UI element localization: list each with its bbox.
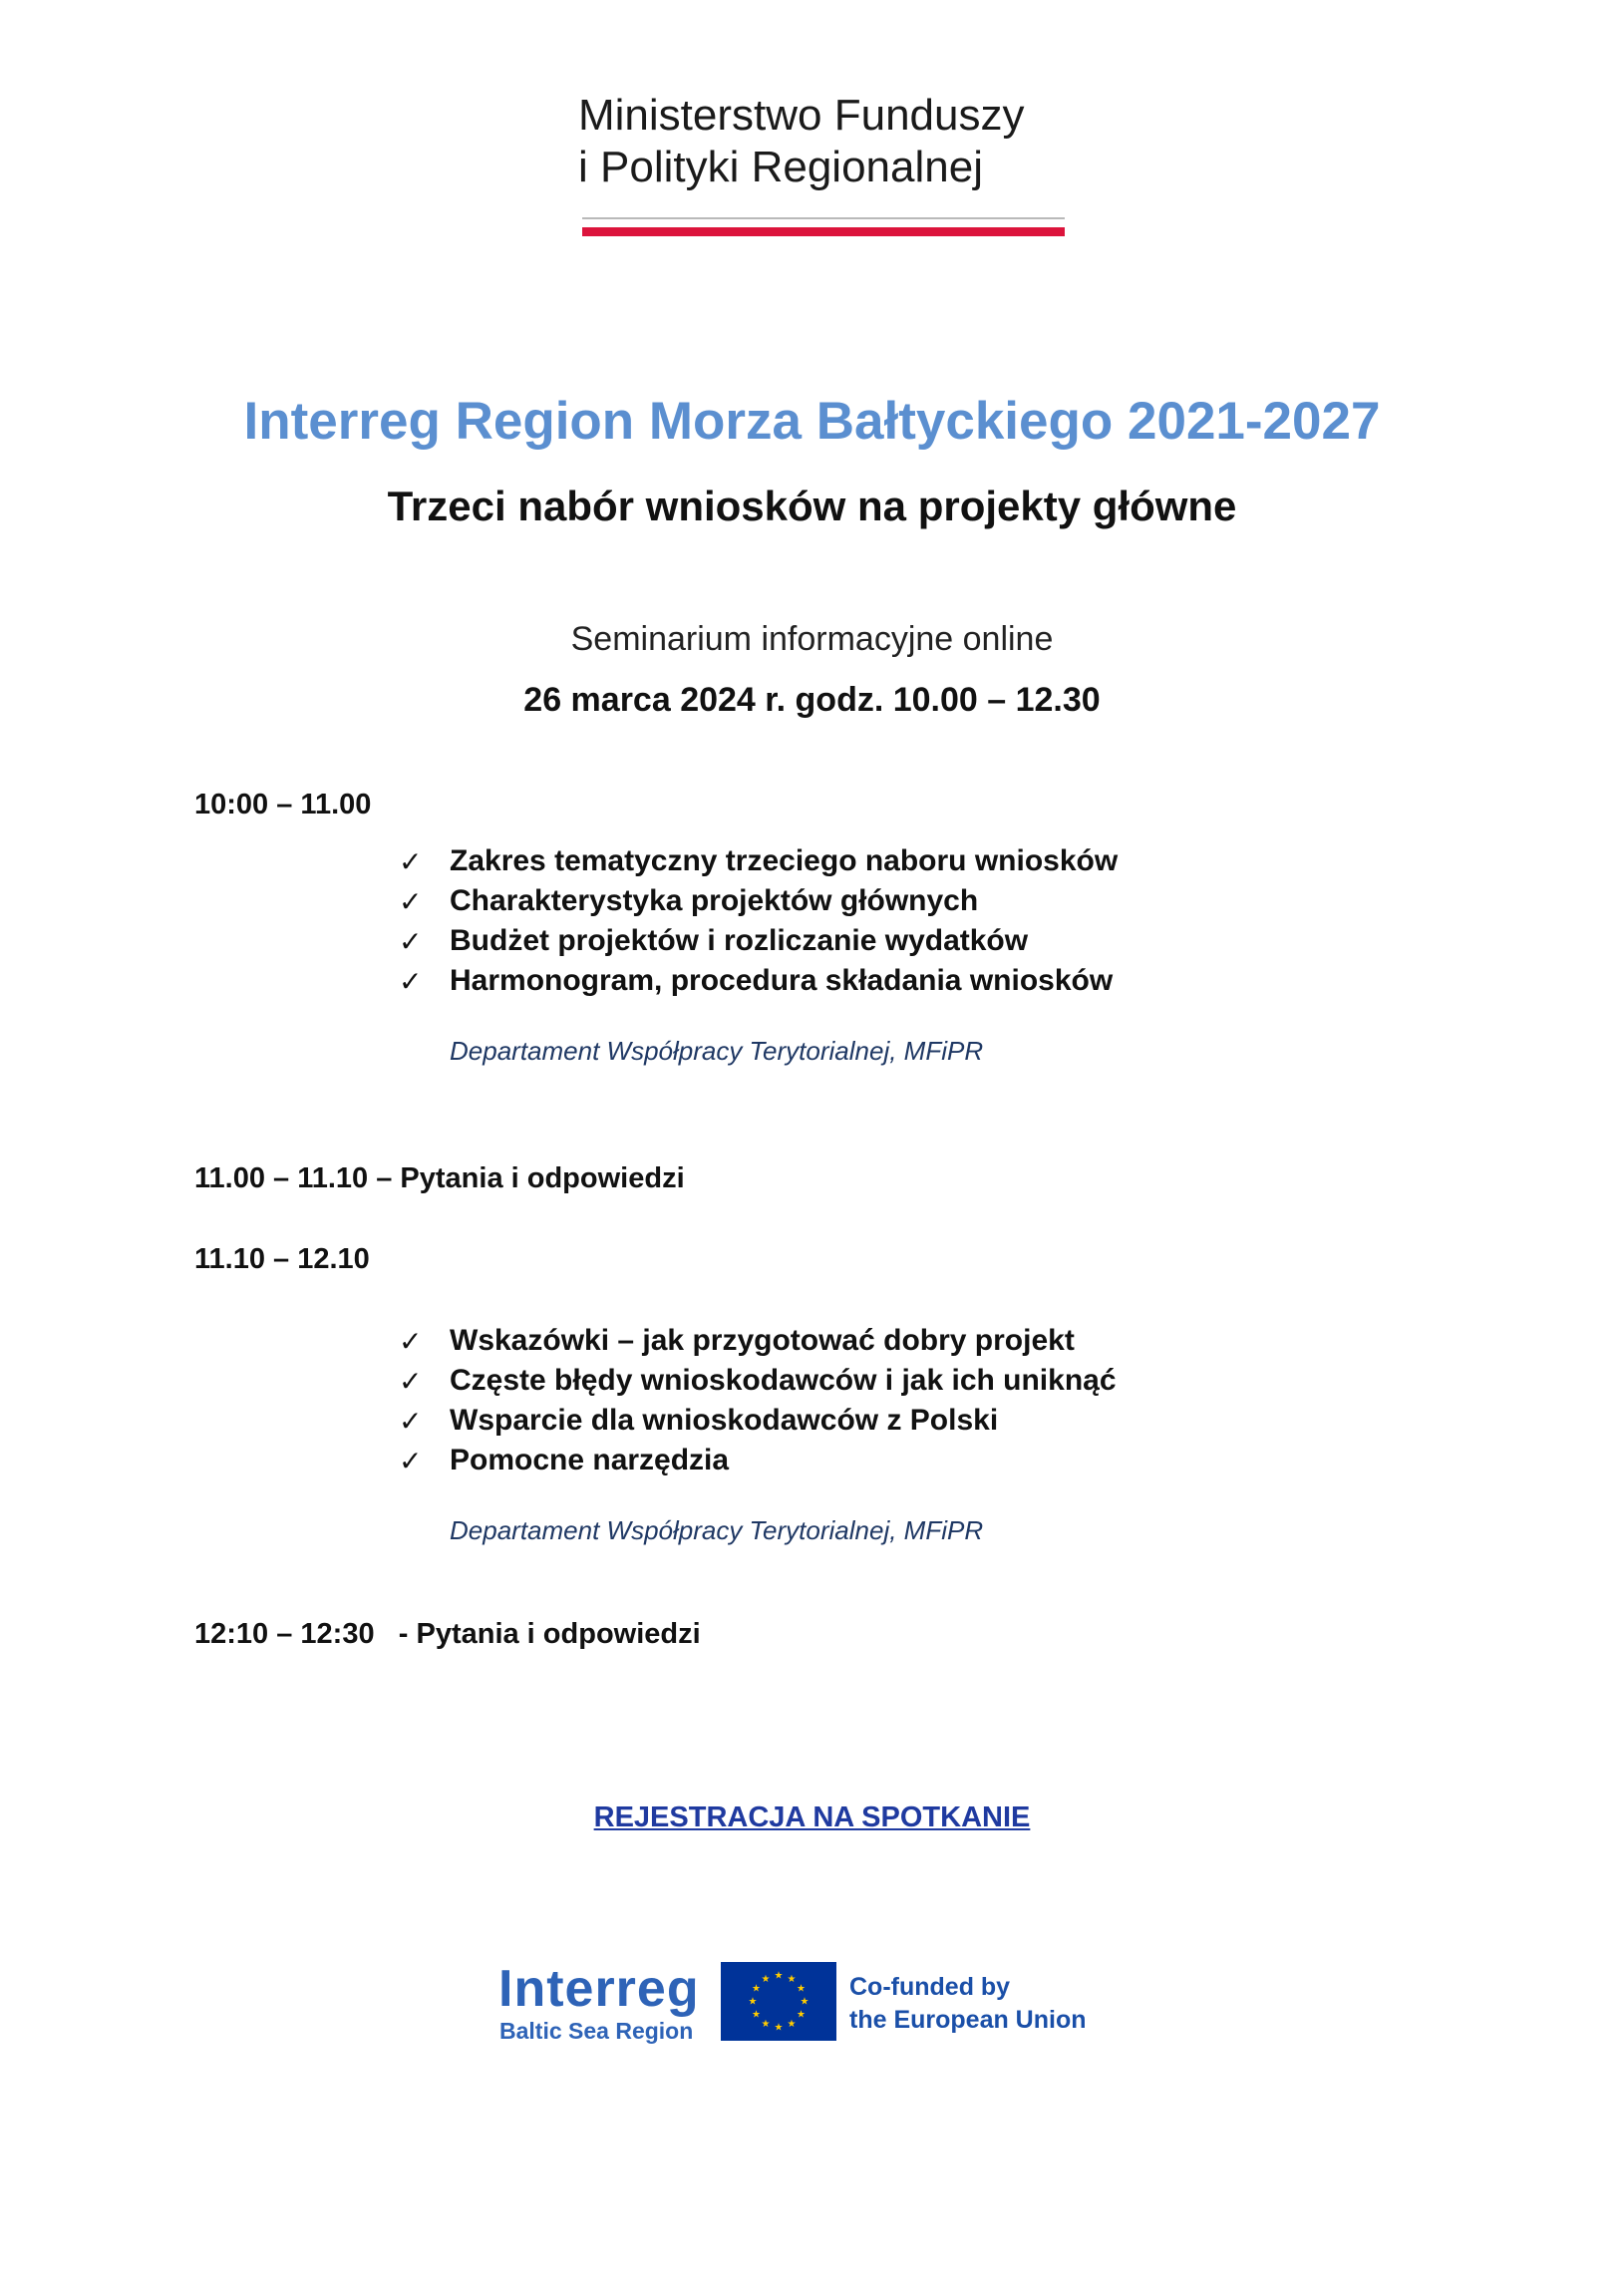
list-item-text: Pomocne narzędzia	[450, 1444, 730, 1476]
registration-link[interactable]: REJESTRACJA NA SPOTKANIE	[593, 1801, 1031, 1833]
seminar-label: Seminarium informacyjne online	[570, 620, 1054, 658]
event-datetime: 26 marca 2024 r. godz. 10.00 – 12.30	[523, 681, 1101, 719]
eu-star-icon: ★	[761, 1973, 771, 1985]
list-item	[399, 881, 1118, 921]
list-item-text: Wskazówki – jak przygotować dobry projekt	[450, 1324, 1075, 1357]
list-item-text: Charakterystyka projektów głównych	[450, 884, 979, 917]
cofunded-label	[849, 1971, 1087, 2037]
cofunded-line1: Co-funded by	[849, 1973, 1011, 2001]
list-item-text: Częste błędy wnioskodawców i jak ich uniknąć	[450, 1364, 1117, 1397]
eu-star-icon: ★	[797, 2009, 807, 2021]
list-item	[399, 1361, 1117, 1401]
registration-link-wrapper	[0, 1801, 1624, 1834]
presenter-block2: Departament Współpracy Terytorialnej, MFiPR	[450, 1515, 984, 1545]
agenda-list-block1	[399, 841, 1118, 1001]
list-item-text: Wsparcie dla wnioskodawców z Polski	[450, 1404, 999, 1437]
list-item	[399, 1441, 1117, 1480]
agenda-qa1: 11.00 – 11.10 – Pytania i odpowiedzi	[194, 1162, 685, 1194]
agenda-list-block2	[399, 1321, 1117, 1480]
presenter-block1: Departament Współpracy Terytorialnej, MFiPR	[450, 1036, 984, 1066]
ministry-name-line1: Ministerstwo Funduszy	[578, 91, 1025, 140]
eu-star-icon: ★	[751, 1983, 761, 1995]
flag-stripe-red	[582, 227, 1065, 236]
list-item	[399, 961, 1118, 1001]
eu-star-icon: ★	[787, 1973, 797, 1985]
eu-star-icon: ★	[800, 1996, 810, 2008]
ministry-name-line2: i Polityki Regionalnej	[578, 143, 983, 191]
eu-star-icon: ★	[751, 2009, 761, 2021]
check-icon: ✓	[399, 1405, 423, 1437]
check-icon: ✓	[399, 965, 423, 997]
eu-flag-icon	[721, 1962, 836, 2041]
list-item	[399, 841, 1118, 881]
check-icon: ✓	[399, 1365, 423, 1397]
eu-star-icon: ★	[797, 1983, 807, 1995]
check-icon: ✓	[399, 845, 423, 877]
check-icon: ✓	[399, 1325, 423, 1357]
list-item	[399, 1401, 1117, 1441]
agenda-time-block2: 11.10 – 12.10	[194, 1243, 370, 1275]
list-item	[399, 921, 1118, 961]
flag-stripe-gray	[582, 217, 1065, 219]
eu-star-icon: ★	[761, 2019, 771, 2031]
check-icon: ✓	[399, 1445, 423, 1476]
check-icon: ✓	[399, 925, 423, 957]
interreg-logo: Interreg	[498, 1960, 700, 2018]
ministry-logo	[578, 90, 1024, 193]
check-icon: ✓	[399, 885, 423, 917]
eu-star-icon: ★	[748, 1996, 758, 2008]
list-item-text: Budżet projektów i rozliczanie wydatków	[450, 924, 1029, 957]
agenda-qa2: 12:10 – 12:30 - Pytania i odpowiedzi	[194, 1618, 701, 1650]
list-item-text: Zakres tematyczny trzeciego naboru wniosków	[450, 844, 1119, 877]
eu-star-icon: ★	[774, 1970, 784, 1982]
list-item-text: Harmonogram, procedura składania wniosków	[450, 964, 1114, 997]
interreg-logo-subtitle: Baltic Sea Region	[499, 2018, 694, 2044]
list-item	[399, 1321, 1117, 1361]
page-title: Interreg Region Morza Bałtyckiego 2021-2027	[243, 392, 1381, 451]
eu-star-icon: ★	[787, 2019, 797, 2031]
page-subtitle: Trzeci nabór wniosków na projekty główne	[387, 483, 1237, 529]
cofunded-line2: the European Union	[849, 2006, 1087, 2034]
agenda-time-block1: 10:00 – 11.00	[194, 789, 372, 820]
eu-star-icon: ★	[774, 2022, 784, 2034]
